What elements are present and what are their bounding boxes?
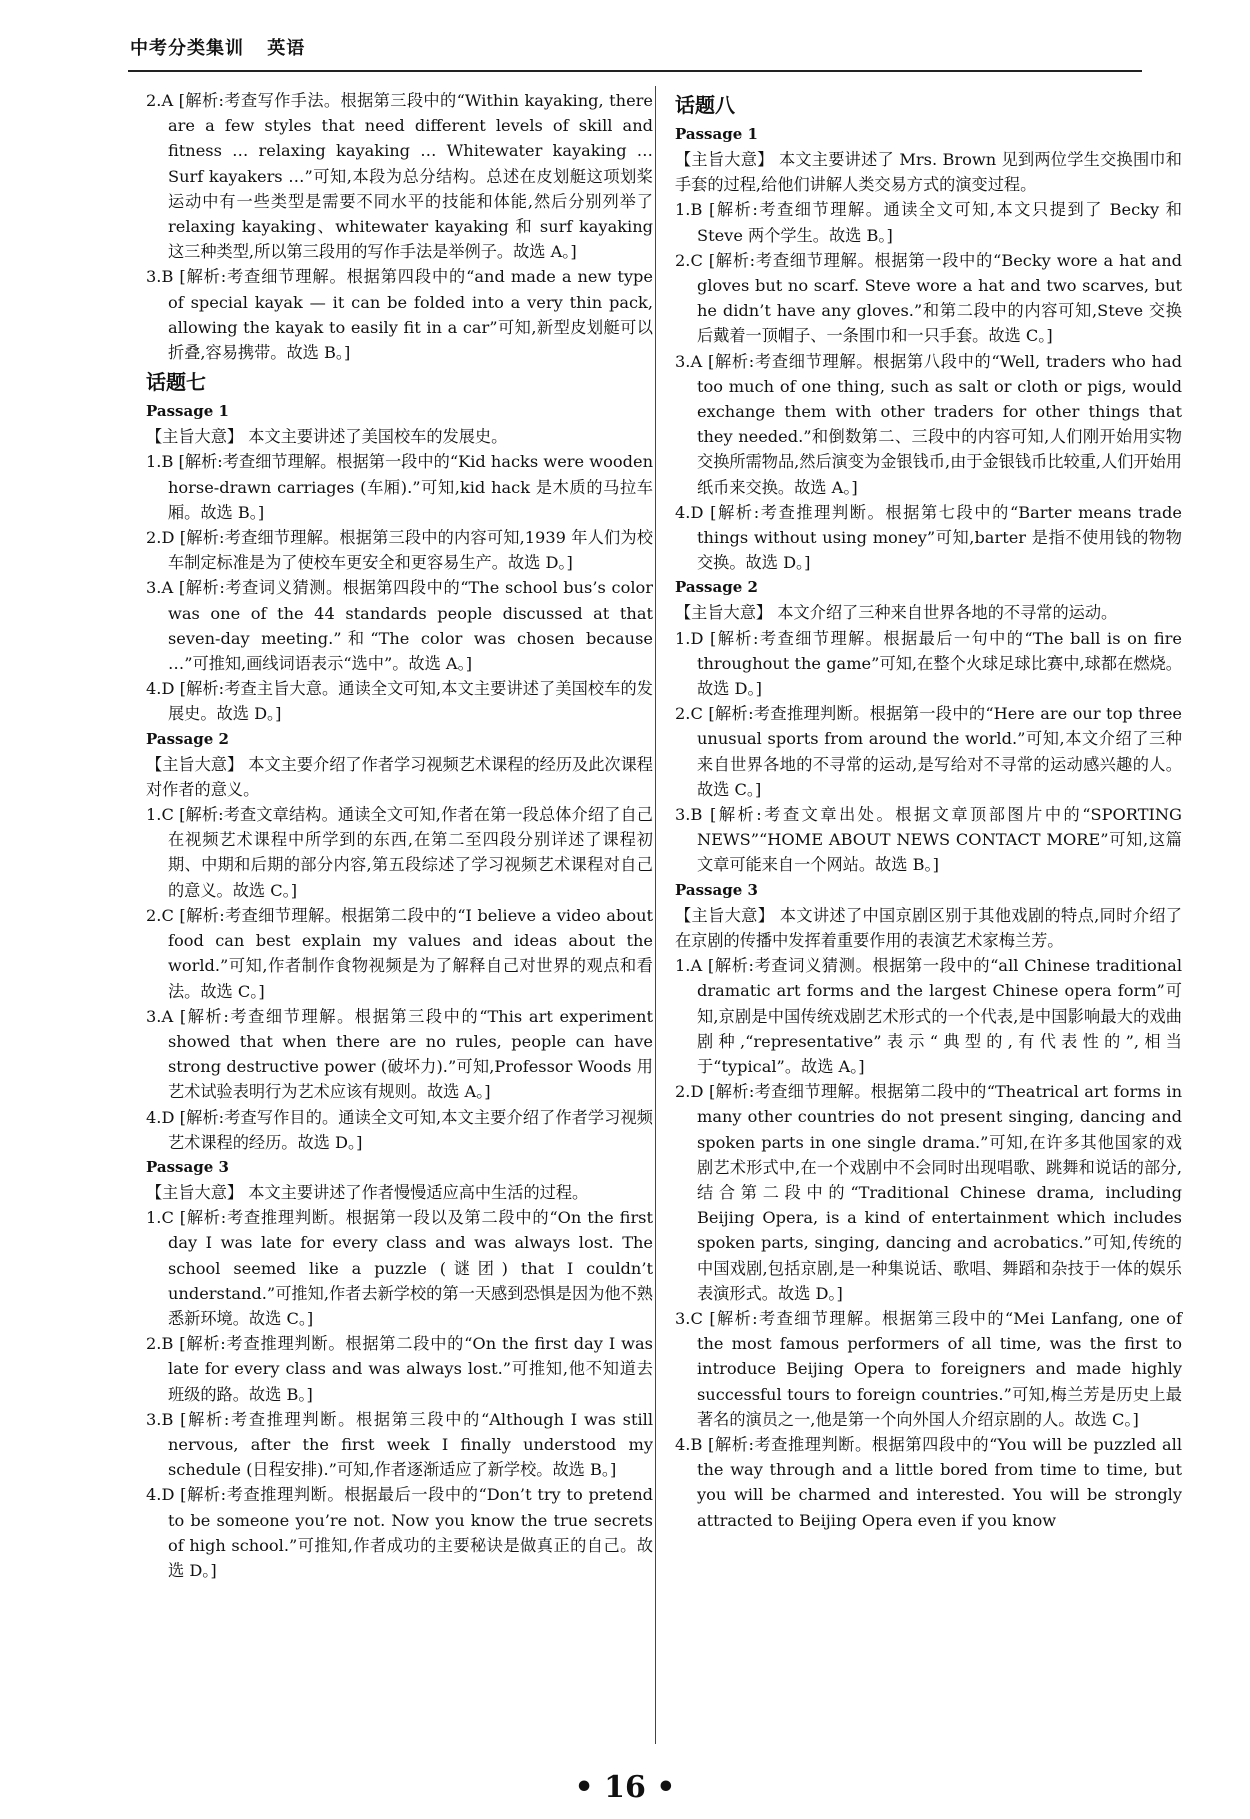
answer-item: 1.A [解析:考查词义猜测。根据第一段中的“all Chinese traditional dramatic art forms and the largest Chinese opera form”可知,京剧是中国传统戏剧艺术形式的一个代表,是中国影响最大的戏曲剧种,“representative”表示“典型的,有代表性的”,相当于“typical”。故选 A。] xyxy=(675,956,1182,1076)
passage-heading: Passage 3 xyxy=(675,880,758,899)
main-idea: 【主旨大意】 本文主要讲述了美国校车的发展史。 xyxy=(146,427,508,447)
answer-item: 1.B [解析:考查细节理解。根据第一段中的“Kid hacks were wooden horse-drawn carriages (车厢).”可知,kid hack 是木质的马拉车厢。故选 B。] xyxy=(146,452,653,522)
main-idea: 【主旨大意】 本文主要介绍了作者学习视频艺术课程的经历及此次课程对作者的意义。 xyxy=(146,754,653,799)
answer-item: 3.B [解析:考查推理判断。根据第三段中的“Although I was still nervous, after the first week I finally understood my schedule (日程安排).”可知,作者逐渐适应了新学校。故选 B。] xyxy=(146,1409,653,1480)
answer-item: 4.D [解析:考查主旨大意。通读全文可知,本文主要讲述了美国校车的发展史。故选 D。] xyxy=(146,679,653,724)
header-rule xyxy=(128,70,1142,72)
right-column xyxy=(675,88,1182,1533)
answer-item: 3.A [解析:考查细节理解。根据第三段中的“This art experiment showed that when there are no rules, people can have strong destructive power (破坏力).”可知,Professor Woods 用艺术试验表明行为艺术应该有规则。故选 A。] xyxy=(146,1006,653,1102)
answer-item: 2.A [解析:考查写作手法。根据第三段中的“Within kayaking, there are a few styles that need different levels of skill and fitness … relaxing kayaking … Whitewater kayaking … Surf kayakers …”可知,本段为总分结构。总述在皮划艇这项划桨运动中有一些类型是需要不同水平的技能和体能,然后分别列举了 relaxing kayaking、whitewater kayaking 和 surf kayaking 这三种类型,所以第三段用的写作手法是举例子。故选 A。] xyxy=(146,91,653,262)
answer-item: 3.A [解析:考查词义猜测。根据第四段中的“The school bus’s color was one of the 44 standards people discussed at that seven-day meeting.”和“The color was chosen because …”可推知,画线词语表示“选中”。故选 A。] xyxy=(146,578,653,674)
answer-item: 4.B [解析:考查推理判断。根据第四段中的“You will be puzzled all the way through and a little bored from time to time, but you will be charmed and interested. You will be strongly attracted to Beijing Opera even if you know xyxy=(675,1434,1182,1530)
main-idea: 【主旨大意】 本文介绍了三种来自世界各地的不寻常的运动。 xyxy=(675,603,1118,623)
subject-label: 英语 xyxy=(267,38,306,59)
answer-item: 2.C [解析:考查细节理解。根据第二段中的“I believe a video about food can best explain my values and ideas about the world.”可知,作者制作食物视频是为了解释自己对世界的观点和看法。故选 C。] xyxy=(146,905,653,1001)
passage-heading: Passage 3 xyxy=(146,1157,229,1176)
answer-item: 1.D [解析:考查细节理解。根据最后一句中的“The ball is on fire throughout the game”可知,在整个火球足球比赛中,球都在燃烧。故选 D。] xyxy=(675,628,1182,699)
answer-item: 3.B [解析:考查细节理解。根据第四段中的“and made a new type of special kayak — it can be folded into a very thin pack, allowing the kayak to easily fit in a car”可知,新型皮划艇可以折叠,容易携带。故选 B。] xyxy=(146,267,653,363)
answer-item: 1.C [解析:考查推理判断。根据第一段以及第二段中的“On the first day I was late for every class and was always lost. The school seemed like a puzzle (谜团) that I couldn’t understand.”可推知,作者去新学校的第一天感到恐惧是因为他不熟悉新环境。故选 C。] xyxy=(146,1208,653,1328)
passage-heading: Passage 2 xyxy=(146,729,229,748)
main-idea: 【主旨大意】 本文主要讲述了作者慢慢适应高中生活的过程。 xyxy=(146,1182,589,1202)
answer-item: 1.C [解析:考查文章结构。通读全文可知,作者在第一段总体介绍了自己在视频艺术课程中所学到的东西,在第二至四段分别详述了课程初期、中期和后期的部分内容,第五段综述了学习视频艺术课程对自己的意义。故选 C。] xyxy=(146,805,653,900)
left-column xyxy=(146,88,653,1583)
answer-item: 2.C [解析:考查细节理解。根据第一段中的“Becky wore a hat and gloves but no scarf. Steve wore a hat and two scarves, but he didn’t have any gloves.”和第二段中的内容可知,Steve 交换后戴着一顶帽子、一条围巾和一只手套。故选 C。] xyxy=(675,250,1182,346)
topic-heading: 话题七 xyxy=(146,370,206,395)
answer-item: 3.C [解析:考查细节理解。根据第三段中的“Mei Lanfang, one of the most famous performers of all time, was the first to introduce Beijing Opera to foreigners and made highly successful tours to foreign countries.”可知,梅兰芳是历史上最著名的演员之一,他是第一个向外国人介绍京剧的人。故选 C。] xyxy=(675,1308,1182,1429)
answer-item: 3.B [解析:考查文章出处。根据文章顶部图片中的“SPORTING NEWS”“HOME ABOUT NEWS CONTACT MORE”可知,这篇文章可能来自一个网站。故选 B。] xyxy=(675,805,1182,875)
main-idea: 【主旨大意】 本文主要讲述了 Mrs. Brown 见到两位学生交换围巾和手套的过程,给他们讲解人类交易方式的演变过程。 xyxy=(675,150,1182,195)
answer-item: 2.D [解析:考查细节理解。根据第二段中的“Theatrical art forms in many other countries do not present singing, dancing and spoken parts in one single drama.”可知,在许多其他国家的戏剧艺术形式中,在一个戏剧中不会同时出现唱歌、跳舞和说话的部分,结合第二段中的“Traditional Chinese drama, including Beijing Opera, is a kind of entertainment which includes spoken parts, singing, dancing and acrobatics.”可知,传统的中国戏剧,包括京剧,是一种集说话、歌唱、舞蹈和杂技于一体的娱乐表演形式。故选 D。] xyxy=(675,1082,1182,1303)
main-idea: 【主旨大意】 本文讲述了中国京剧区别于其他戏剧的特点,同时介绍了在京剧的传播中发挥着重要作用的表演艺术家梅兰芳。 xyxy=(675,905,1182,950)
book-title: 中考分类集训 xyxy=(130,38,244,59)
page-number: • 16 • xyxy=(574,1770,676,1805)
answer-item: 2.D [解析:考查细节理解。根据第三段中的内容可知,1939 年人们为校车制定标准是为了使校车更安全和更容易生产。故选 D。] xyxy=(146,528,653,573)
answer-item: 4.D [解析:考查写作目的。通读全文可知,本文主要介绍了作者学习视频艺术课程的经历。故选 D。] xyxy=(146,1107,653,1152)
running-header xyxy=(130,34,321,60)
answer-item: 4.D [解析:考查推理判断。根据最后一段中的“Don’t try to pretend to be someone you’re not. Now you know the true secrets of high school.”可推知,作者成功的主要秘诀是做真正的自己。故选 D。] xyxy=(146,1485,653,1580)
answer-item: 2.C [解析:考查推理判断。根据第一段中的“Here are our top three unusual sports from around the world.”可知,本文介绍了三种来自世界各地的不寻常的运动,是写给对不寻常的运动感兴趣的人。故选 C。] xyxy=(675,704,1182,799)
answer-item: 2.B [解析:考查推理判断。根据第二段中的“On the first day I was late for every class and was always lost.”可推知,他不知道去班级的路。故选 B。] xyxy=(146,1334,653,1404)
topic-heading: 话题八 xyxy=(675,93,735,117)
answer-item: 4.D [解析:考查推理判断。根据第七段中的“Barter means trade things without using money”可知,barter 是指不使用钱的物物交换。故选 D。] xyxy=(675,502,1182,573)
passage-heading: Passage 1 xyxy=(146,402,229,421)
column-divider xyxy=(655,86,656,1744)
answer-item: 1.B [解析:考查细节理解。通读全文可知,本文只提到了 Becky 和 Steve 两个学生。故选 B。] xyxy=(675,200,1182,245)
passage-heading: Passage 2 xyxy=(675,578,758,597)
passage-heading: Passage 1 xyxy=(675,125,758,143)
answer-item: 3.A [解析:考查细节理解。根据第八段中的“Well, traders who had too much of one thing, such as salt or cloth or pigs, would exchange them with other traders for other things that they needed.”和倒数第二、三段中的内容可知,人们刚开始用实物交换所需物品,然后演变为金银钱币,由于金银钱币比较重,人们开始用纸币来交换。故选 A。] xyxy=(675,351,1182,497)
